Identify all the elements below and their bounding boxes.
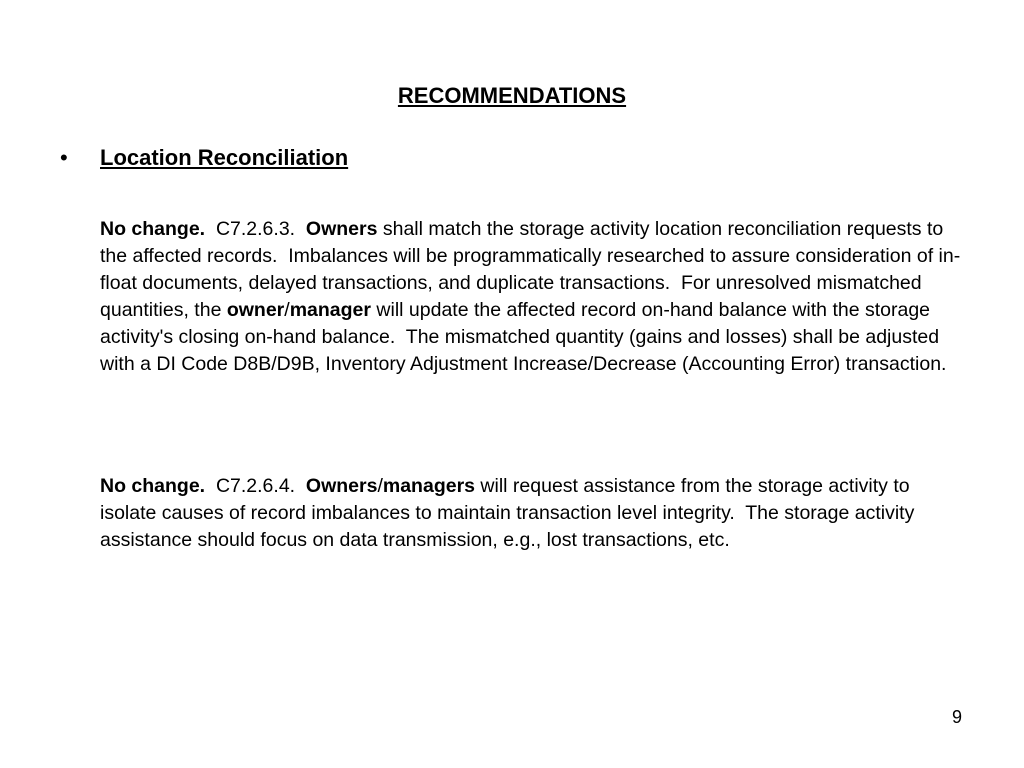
role-owner: owner (226, 299, 285, 321)
bullet-heading: Location Reconciliation (100, 145, 349, 170)
page-number: 9 (951, 707, 962, 727)
role-separator: / (284, 299, 290, 321)
paragraph-text: will update the affected record on-hand balance with the storage activity's closing on-hand balance. The mismatched quantity (gains and losses) shall be adjusted with a DI Code D8B/D9B, Inventory Adjustment Increase/Decrease (Accounting Error) transaction. (100, 299, 947, 375)
role-separator: / (377, 475, 383, 497)
slide-title: RECOMMENDATIONS (397, 83, 627, 108)
role-manager: manager (289, 299, 371, 321)
role-managers: managers (382, 475, 476, 497)
paragraph-c7-2-6-3 (100, 216, 968, 378)
role-owners: Owners (305, 218, 378, 240)
paragraph-text: will request assistance from the storage activity to isolate causes of record imbalances to maintain transaction level integrity. The storage activity assistance should focus on data transmission, e.g., lost transactions, etc. (100, 475, 920, 551)
section-reference: C7.2.6.4. (205, 475, 306, 497)
section-reference: C7.2.6.3. (205, 218, 306, 240)
role-owners: Owners (305, 475, 378, 497)
no-change-label: No change. (100, 475, 206, 497)
no-change-label: No change. (100, 218, 206, 240)
paragraph-c7-2-6-4 (100, 473, 968, 554)
paragraph-text: shall match the storage activity location reconciliation requests to the affected records. Imbalances will be programmatically researched to assure consideration of in-float documents, delayed transactions, and duplicate transactions. For unresolved mismatched quantities, the (100, 218, 961, 321)
bullet-glyph: • (60, 145, 68, 170)
bullet-item-location-reconciliation (60, 144, 348, 172)
